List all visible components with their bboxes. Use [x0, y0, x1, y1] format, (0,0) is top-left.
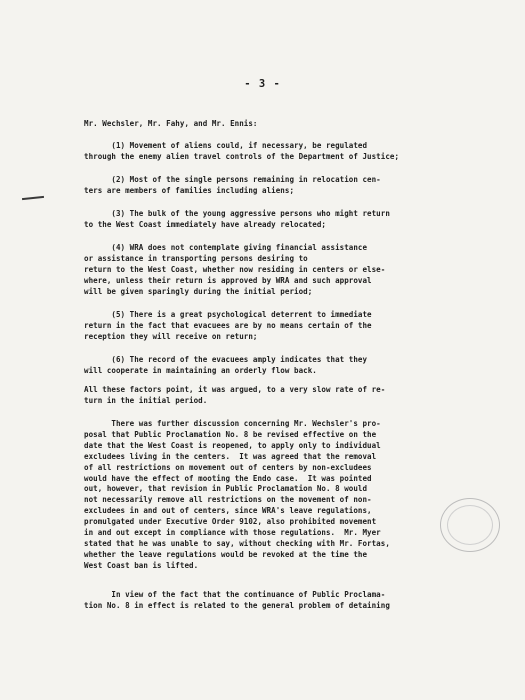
archive-stamp — [440, 498, 500, 552]
item-6: (6) The record of the evacuees amply indicates that they will cooperate in maintaining an orderly flow back. — [84, 355, 368, 375]
item-1: (1) Movement of aliens could, if necessary, be regulated through the enemy alien travel controls of the Department of Justice; — [84, 141, 400, 161]
item-5: (5) There is a great psychological deterrent to immediate return in the fact that evacuees are by no means certain of the reception they will receive on return; — [84, 310, 372, 341]
archive-stamp-inner — [447, 505, 493, 545]
closing-paragraph: In view of the fact that the continuance of Public Proclama- tion No. 8 in effect is related to the general problem of detaining — [84, 590, 390, 610]
conclusion-paragraph: All these factors point, it was argued, to a very slow rate of re- turn in the initial period. — [84, 385, 386, 405]
item-2: (2) Most of the single persons remaining in relocation cen- ters are members of families including aliens; — [84, 175, 381, 195]
margin-mark — [22, 196, 44, 200]
discussion-paragraph: There was further discussion concerning Mr. Wechsler's pro- posal that Public Proclamation No. 8 be revised effective on the date that the West Coast is reopened, to apply only to individual excludees living in the centers. It was agreed that the removal of all restrictions on movement out of centers by non-excludees would have the effect of mooting the Endo case. It was pointed out, however, that revision in Public Proclamation No. 8 would not necessarily remove all restrictions on the movement of non- excludees in and out of centers, since WRA's leave regulations, promulgated under Executive Order 9102, also prohibited movement in and out except in compliance with those regulations. Mr. Myer stated that he was unable to say, without checking with Mr. Fortas, whether the leave regulations would be revoked at the time the West Coast ban is lifted. — [84, 419, 390, 570]
item-4: (4) WRA does not contemplate giving financial assistance or assistance in transporting persons desiring to return to the West Coast, whether now residing in centers or else- where, unless their return is approved by WRA and such approval will be given sparingly during the initial period; — [84, 243, 386, 296]
item-3: (3) The bulk of the young aggressive persons who might return to the West Coast immediately have already relocated; — [84, 209, 390, 229]
page-number: - 3 - — [244, 78, 281, 90]
addressee-line: Mr. Wechsler, Mr. Fahy, and Mr. Ennis: — [84, 119, 258, 128]
